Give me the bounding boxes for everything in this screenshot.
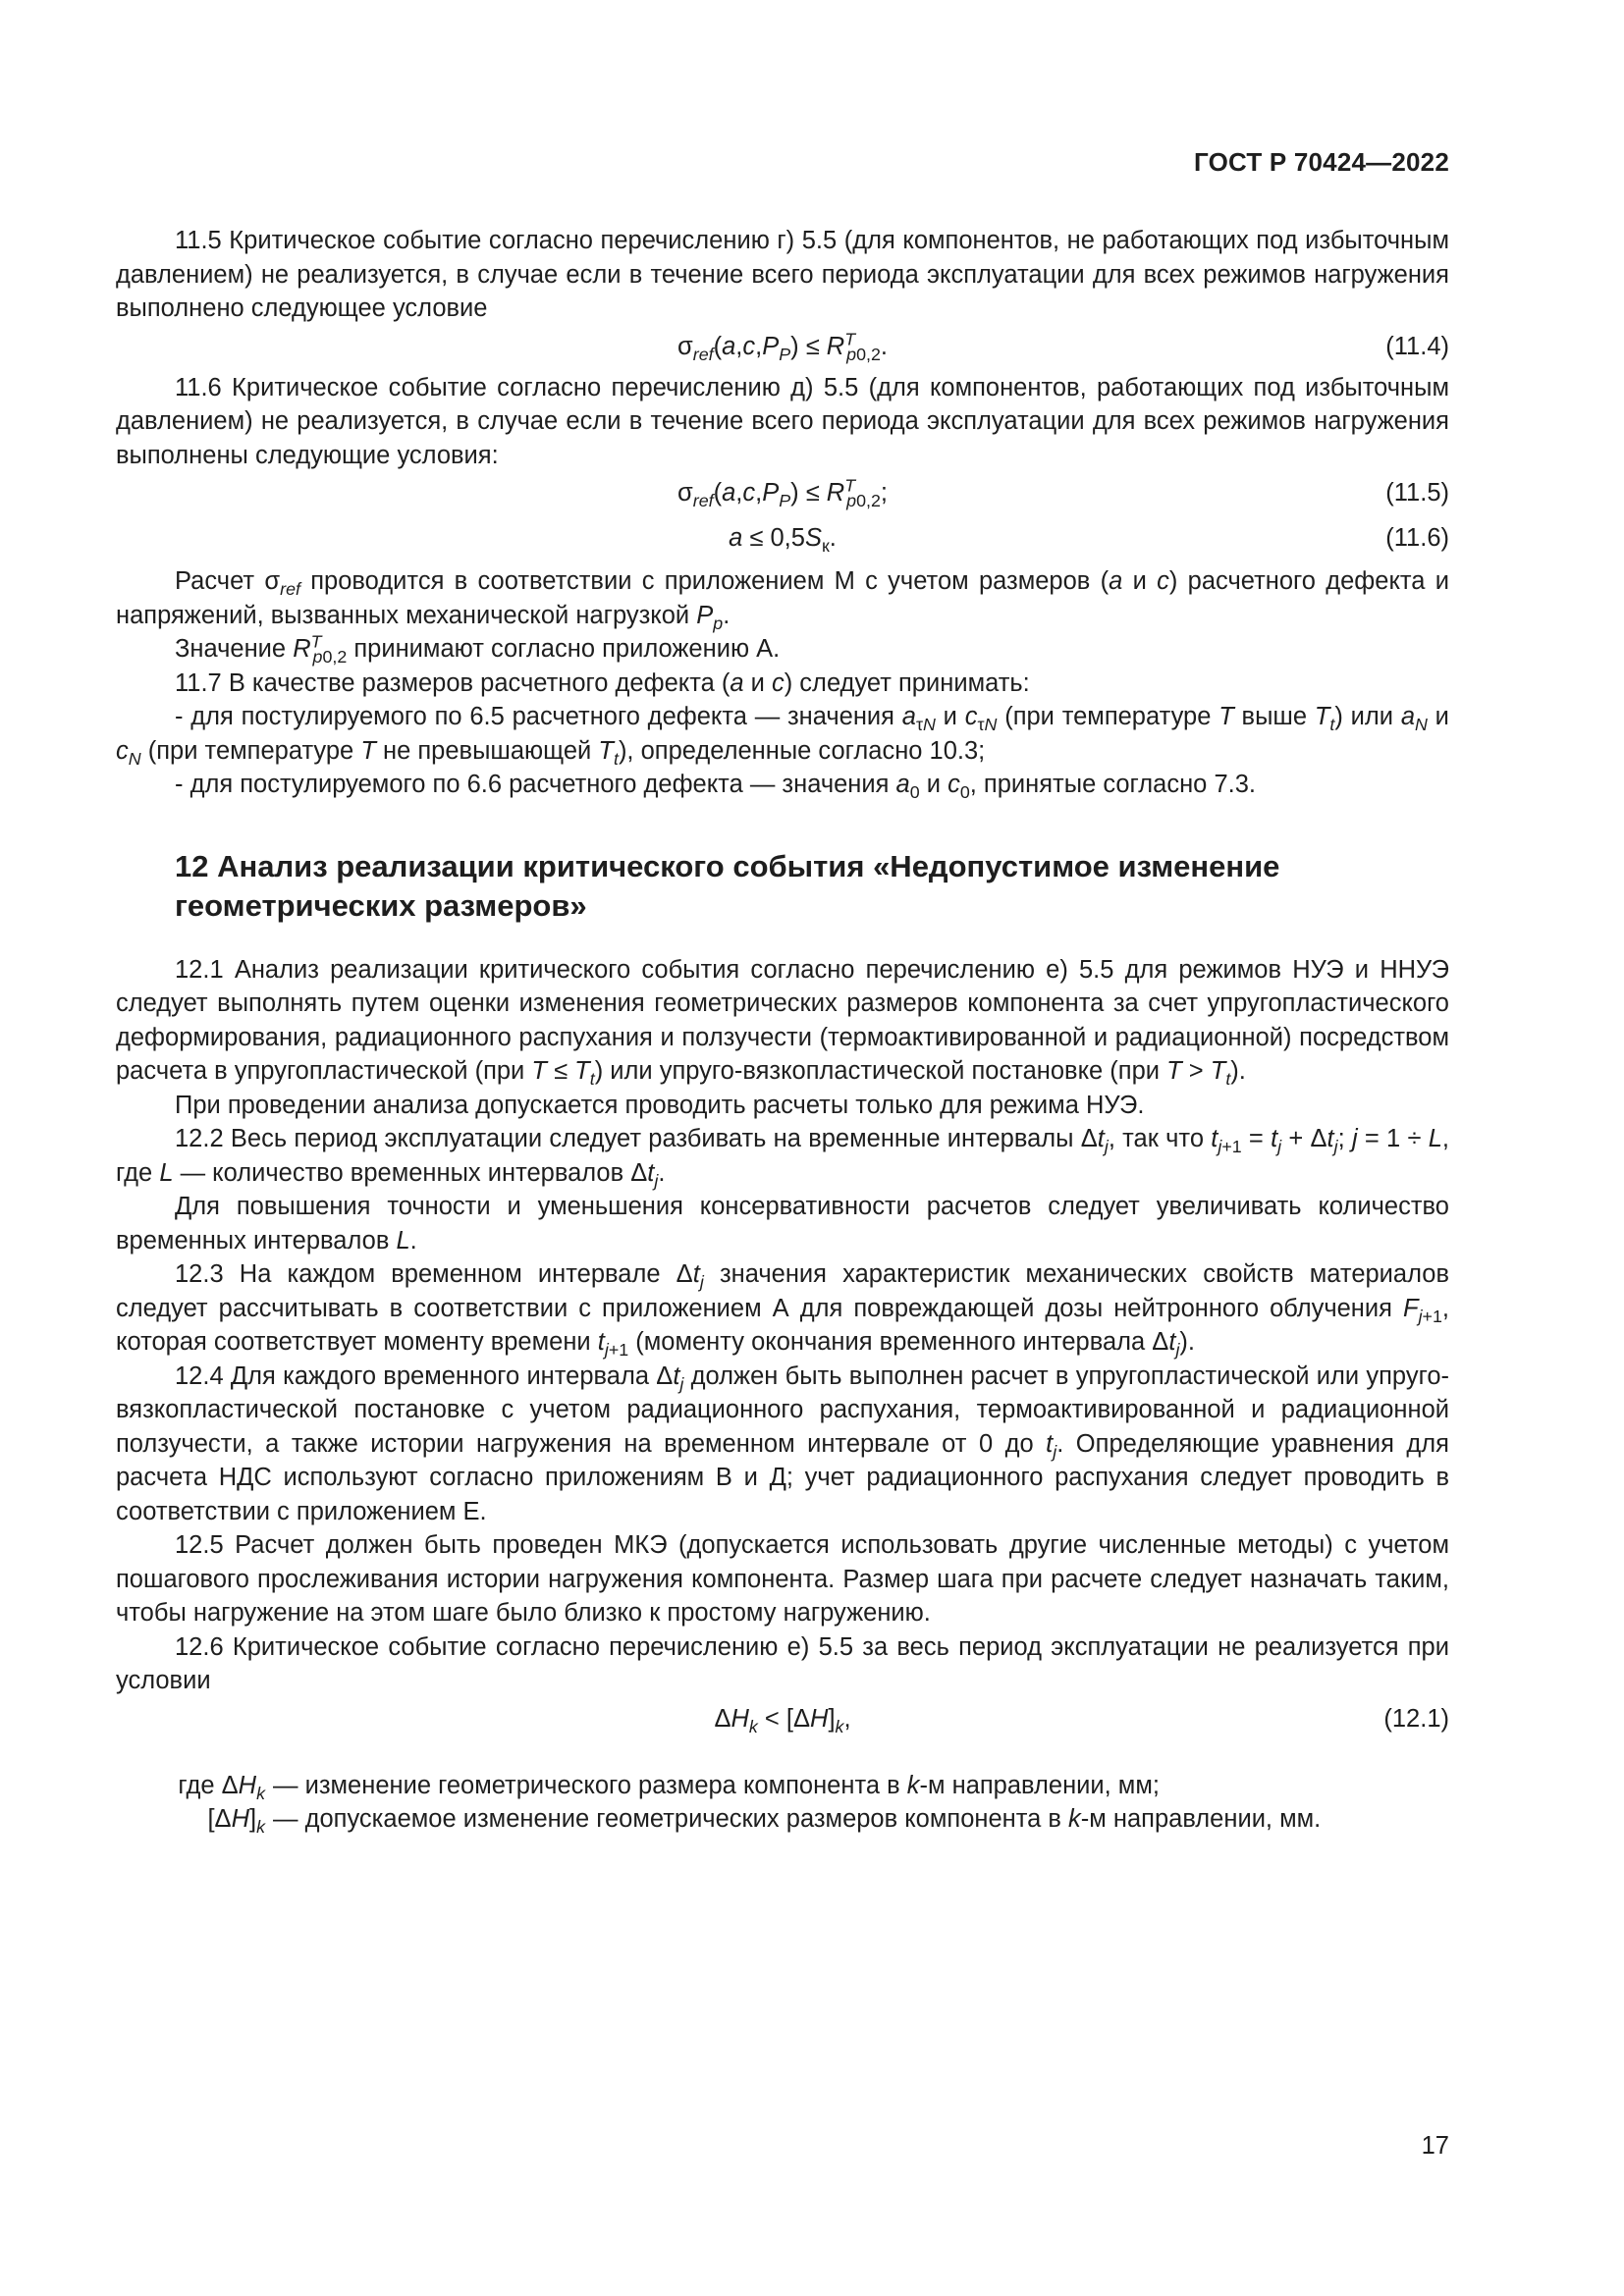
definition-symbol: $[\Delta H]_k$ [207,1805,265,1838]
formula: $\sigma_{ref}(a,c,P_P) \le R^T_{p0,2}$; [677,475,888,511]
page-number: 17 [1421,2132,1449,2160]
definition-row [116,1769,1449,1803]
symbol-definitions [116,1769,1449,1837]
equation-11-5 [116,472,1449,517]
formula: $\sigma_{ref}(a,c,P_P) \le R^T_{p0,2}$. [677,329,888,364]
clause-11-7: 11.7 В качестве размеров расчетного дефекта (a и c) следует принимать: [175,668,1030,697]
value-paragraph: Значение $R^T_{p0,2}$ принимают согласно приложению А. [175,631,781,667]
section-12-heading: 12 Анализ реализации критического события «Недопустимое изменение геометрических размеров» [175,848,1280,923]
definition-row [116,1802,1449,1837]
clause-12-6: 12.6 Критическое событие согласно перечислению е) 5.5 за весь период эксплуатации не реализуется при условии [116,1632,1449,1694]
list-item-6-5: - для постулируемого по 6.5 расчетного дефекта — значения $a_{\tau N}$ и $c_{\tau N}$ (при температуре T выше $T_t$) или $a_N$ и $c_N$ (при температуре T не превышающей $T_t$), определенные согласно 10.3; [116,703,1449,769]
clause-11-5: 11.5 Критическое событие согласно перечислению г) 5.5 (для компонентов, не работающих под избыточным давлением) не реализуется, в случае если в течение всего периода эксплуатации для всех режимов нагружения выполнено следующее условие [116,227,1449,322]
formula: $a \le 0,5S_к$. [729,524,837,557]
equation-number: (11.5) [1385,479,1449,507]
equation-12-1 [116,1698,1449,1743]
definition-text: — допускаемое изменение геометрических размеров компонента в k-м направлении, мм. [273,1805,1322,1833]
clause-12-5: 12.5 Расчет должен быть проведен МКЭ (допускается использовать другие численные методы) с учетом пошагового прослеживания истории нагружения компонента. Размер шага при расчете следует назначать таким, чтобы нагружение на этом шаге было близко к простому нагружению. [116,1531,1449,1627]
clause-12-1-note: При проведении анализа допускается проводить расчеты только для режима НУЭ. [175,1091,1145,1119]
calc-paragraph: Расчет $\sigma_{ref}$ проводится в соответствии с приложением М с учетом размеров (a и c) расчетного дефекта и напряжений, вызванных механической нагрузкой $P_p$. [116,567,1450,633]
page-body [116,224,1449,1837]
equation-number: (11.4) [1385,332,1449,360]
equation-number: (11.6) [1385,524,1449,552]
clause-12-2: 12.2 Весь период эксплуатации следует разбивать на временные интервалы $\Delta t_j$, так что $t_{j+1} = t_j + \Delta t_j$; j = 1 ÷ L, где L — количество временных интервалов $\Delta t_j$. [116,1125,1449,1191]
clause-12-4: 12.4 Для каждого временного интервала $\Delta t_j$ должен быть выполнен расчет в упругопластической или упруго-вязкопластической постановке с учетом радиационного распухания, термоактивированной и радиационной ползучести, а также истории нагружения на временном интервале от 0 до $t_j$. Определяющие уравнения для расчета НДС используют согласно приложениям В и Д; учет радиационного распухания следует проводить в соответствии с приложением Е. [116,1362,1449,1525]
equation-11-4 [116,326,1449,371]
definition-symbol: где $\Delta H_k$ [178,1771,265,1803]
equation-11-6 [116,517,1449,559]
equation-number: (12.1) [1383,1704,1449,1733]
clause-11-6: 11.6 Критическое событие согласно перечислению д) 5.5 (для компонентов, работающих под избыточным давлением) не реализуется, в случае если в течение всего периода эксплуатации для всех режимов нагружения выполнены следующие условия: [116,373,1449,469]
document-code: ГОСТ Р 70424—2022 [1194,147,1449,177]
clause-12-3: 12.3 На каждом временном интервале $\Delta t_j$ значения характеристик механических свойств материалов следует рассчитывать в соответствии с приложением А для повреждающей дозы нейтронного облучения $F_{j+1}$, которая соответствует моменту времени $t_{j+1}$ (моменту окончания временного интервала $\Delta t_j$). [116,1260,1450,1361]
list-item-6-6: - для постулируемого по 6.6 расчетного дефекта — значения $a_0$ и $c_0$, принятые согласно 7.3. [175,771,1256,803]
definition-text: — изменение геометрического размера компонента в k-м направлении, мм; [273,1771,1160,1799]
clause-12-2-note: Для повышения точности и уменьшения консервативности расчетов следует увеличивать количество временных интервалов L. [116,1193,1449,1255]
formula: $\Delta H_k < [\Delta H]_k$, [714,1704,851,1736]
clause-12-1: 12.1 Анализ реализации критического события согласно перечислению е) 5.5 для режимов НУЭ и ННУЭ следует выполнять путем оценки изменения геометрических размеров компонента за счет упругопластического деформирования, радиационного распухания и ползучести (термоактивированной и радиационной) посредством расчета в упругопластической (при $T \le T_t$) или упруго-вязкопластической постановке (при $T > T_t$). [116,955,1449,1090]
